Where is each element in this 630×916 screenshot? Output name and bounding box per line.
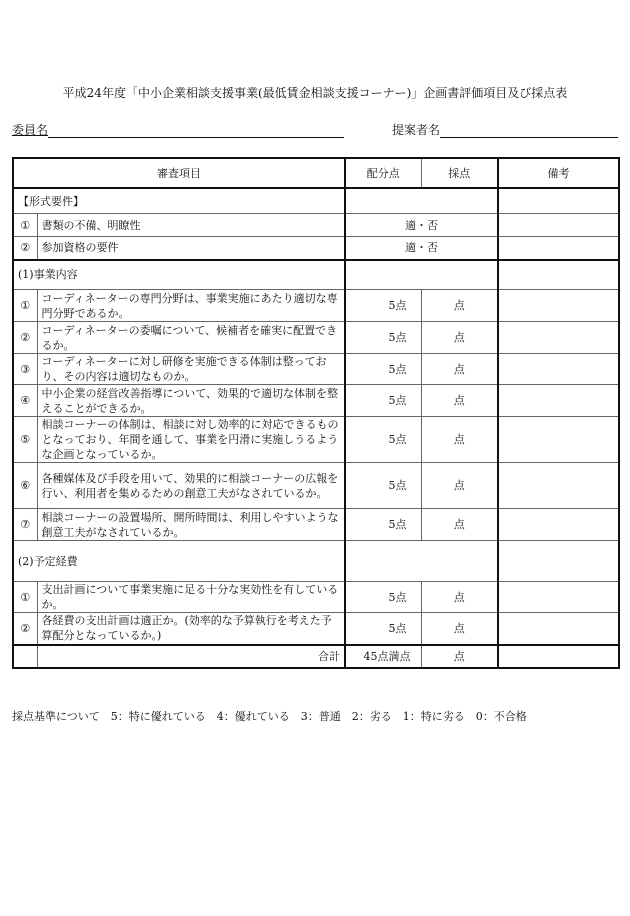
pass-fail[interactable]: 適・否 [345,214,498,237]
item-number: ① [13,582,37,613]
header-score: 採点 [421,158,498,188]
table-row [13,385,619,417]
item-text: コーディネーターに対し研修を実施できる体制は整っており、その内容は適切なものか。 [37,354,345,385]
score-cell[interactable]: 点 [421,509,498,541]
remarks-cell[interactable] [498,582,619,613]
item-number: ② [13,322,37,354]
formal-heading: 【形式要件】 [13,188,345,214]
item-text: 中小企業の経営改善指導について、効果的で適切な体制を整えることができるか。 [37,385,345,417]
allotted-points: 5点 [345,290,421,322]
item-text: 参加資格の要件 [37,237,345,260]
remarks-cell[interactable] [498,385,619,417]
item-number: ③ [13,354,37,385]
table-row [13,354,619,385]
committee-name-field [12,121,344,138]
remarks-cell[interactable] [498,417,619,463]
table-row [13,214,619,237]
item-number: ⑤ [13,417,37,463]
remarks-cell[interactable] [498,463,619,509]
item-number: ② [13,613,37,645]
allotted-points: 5点 [345,417,421,463]
table-row [13,290,619,322]
section-heading: (2)予定経費 [13,541,345,582]
score-cell[interactable]: 点 [421,463,498,509]
score-cell[interactable]: 点 [421,582,498,613]
allotted-points: 5点 [345,354,421,385]
header-allot: 配分点 [345,158,421,188]
remarks-cell[interactable] [498,214,619,237]
remarks-cell[interactable] [498,645,619,668]
item-text: 支出計画について事業実施に足る十分な実効性を有しているか。 [37,582,345,613]
allotted-points: 5点 [345,385,421,417]
section-heading: (1)事業内容 [13,260,345,290]
item-number: ① [13,290,37,322]
empty-cell [498,188,619,214]
header-remarks: 備考 [498,158,619,188]
remarks-cell[interactable] [498,290,619,322]
item-number: ① [13,214,37,237]
header-row [13,158,619,188]
allotted-points: 5点 [345,509,421,541]
formal-heading-row [13,188,619,214]
remarks-cell[interactable] [498,322,619,354]
table-row [13,613,619,645]
score-cell[interactable]: 点 [421,385,498,417]
empty-cell [498,541,619,582]
table-row [13,582,619,613]
score-cell[interactable]: 点 [421,613,498,645]
score-cell[interactable]: 点 [421,290,498,322]
score-cell[interactable]: 点 [421,322,498,354]
remarks-cell[interactable] [498,509,619,541]
empty-cell [345,541,498,582]
item-text: 書類の不備、明瞭性 [37,214,345,237]
pass-fail[interactable]: 適・否 [345,237,498,260]
proposer-name-line [440,123,618,138]
table-row [13,509,619,541]
section-heading-row [13,541,619,582]
item-number: ② [13,237,37,260]
item-text: 各種媒体及び手段を用いて、効果的に相談コーナーの広報を行い、利用者を集めるための創意工夫がなされているか。 [37,463,345,509]
allotted-points: 5点 [345,463,421,509]
table-row [13,322,619,354]
item-number: ④ [13,385,37,417]
empty-cell [345,188,498,214]
allotted-points: 5点 [345,322,421,354]
item-text: 相談コーナーの体制は、相談に対し効率的に対応できるものとなっており、年間を通して、事業を円滑に実施しうるような企画となっているか。 [37,417,345,463]
table-row [13,417,619,463]
item-text: 相談コーナーの設置場所、開所時間は、利用しやすいような創意工夫がなされているか。 [37,509,345,541]
proposer-label: 提案者名 [392,123,441,137]
section-heading-row [13,260,619,290]
proposer-name-field [392,121,618,138]
remarks-cell[interactable] [498,354,619,385]
item-number: ⑦ [13,509,37,541]
document-title: 平成24年度「中小企業相談支援事業(最低賃金相談支援コーナー)」企画書評価項目及び採点表 [62,86,568,100]
item-text: コーディネーターの専門分野は、事業実施にあたり適切な専門分野であるか。 [37,290,345,322]
item-text: コーディネーターの委嘱について、候補者を確実に配置できるか。 [37,322,345,354]
remarks-cell[interactable] [498,237,619,260]
empty-cell [345,260,498,290]
allotted-points: 5点 [345,582,421,613]
item-number: ⑥ [13,463,37,509]
total-label: 合計 [37,645,345,668]
empty-cell [498,260,619,290]
total-points: 45点満点 [345,645,421,668]
item-text: 各経費の支出計画は適正か。(効率的な予算執行を考えた予算配分となっているか。) [37,613,345,645]
committee-label: 委員名 [12,123,49,137]
table-row [13,463,619,509]
committee-name-line [48,123,344,138]
allotted-points: 5点 [345,613,421,645]
score-cell[interactable]: 点 [421,417,498,463]
scoring-legend: 採点基準について 5：特に優れている 4：優れている 3：普通 2：劣る 1：特に劣る 0：不合格 [12,710,527,723]
total-score[interactable]: 点 [421,645,498,668]
evaluation-table [12,157,620,669]
total-row [13,645,619,668]
table-row [13,237,619,260]
score-cell[interactable]: 点 [421,354,498,385]
empty-cell [13,645,37,668]
remarks-cell[interactable] [498,613,619,645]
header-item: 審査項目 [13,158,345,188]
